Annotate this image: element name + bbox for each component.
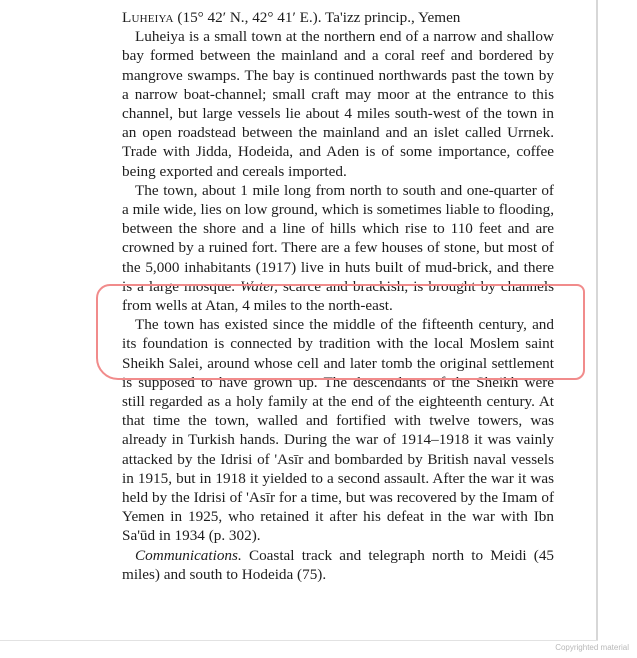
water-text: scarce and brackish, is brought by channels from wells at Atan, 4 miles to the north-east. [122,277,554,315]
page-edge [596,0,598,640]
paragraph-description: Luheiya is a small town at the northern end of a narrow and shallow bay formed between the mainland and a coral reef and bordered by mangrove swamps. The bay is continued northwards past the town by a narrow boat-channel; small craft may moor at the entrance to this channel, but large vessels lie about 4 miles south-west of the town in an open roadstead between the mainland and an islet called Urrnek. Trade with Jidda, Hodeida, and Aden is of some importance, coffee being exported and cereals imported. [122,28,554,180]
communications-label: Communications. [135,546,242,564]
paragraph-communications [122,546,554,584]
history-highlighted-text: The town has existed since the middle of the fifteenth century, and its foundation is connected by tradition with the local Moslem saint Sheikh Salei, around whose cell and later tomb the original settlement is supposed to have grown up. The descendants of the Sheikh were still regarded as a holy family at the end of the eighteenth century. [122,316,554,411]
water-label: Water, [240,277,278,295]
gazetteer-entry [122,8,554,584]
paragraph-town-text: The town, about 1 mile long from north to south and one-quarter of a mile wide, lies on low ground, which is sometimes liable to flooding, between the shore and a line of hills which rise to 110 feet and are crowned by a ruined fort. There are a few houses of stone, but most of the 5,000 inhabitants (1917) live in huts built of mud-brick, and there is a large mosque. [122,181,554,295]
entry-coordinates: (15° 42′ N., 42° 41′ E.). [177,9,322,26]
entry-heading-paragraph [122,8,554,27]
entry-title: Luheiya [122,9,174,26]
communications-text: Coastal track and telegraph north to Meidi (45 miles) and south to Hodeida (75). [122,546,555,583]
page-bottom-edge [0,640,598,641]
paragraph-history [122,315,554,545]
history-continued-text: At that time the town, walled and fortified with twelve towers, was already in Turkish hands. During the war of 1914–1918 it was vainly attacked by the Idrisi of 'Asīr and bombarded by British naval vessels in 1915, but in 1918 it yielded to a second assault. After the war it was held by the Idrisi of 'Asīr for a time, but was recovered by the Imam of Yemen in 1925, who retained it after his defeat in the war with Ibn Sa'ūd in 1934 (p. 302). [122,393,554,545]
entry-region: Ta'izz princip., Yemen [325,9,461,26]
paragraph-town-layout [122,181,554,315]
copyright-notice: Copyrighted material [555,643,629,652]
